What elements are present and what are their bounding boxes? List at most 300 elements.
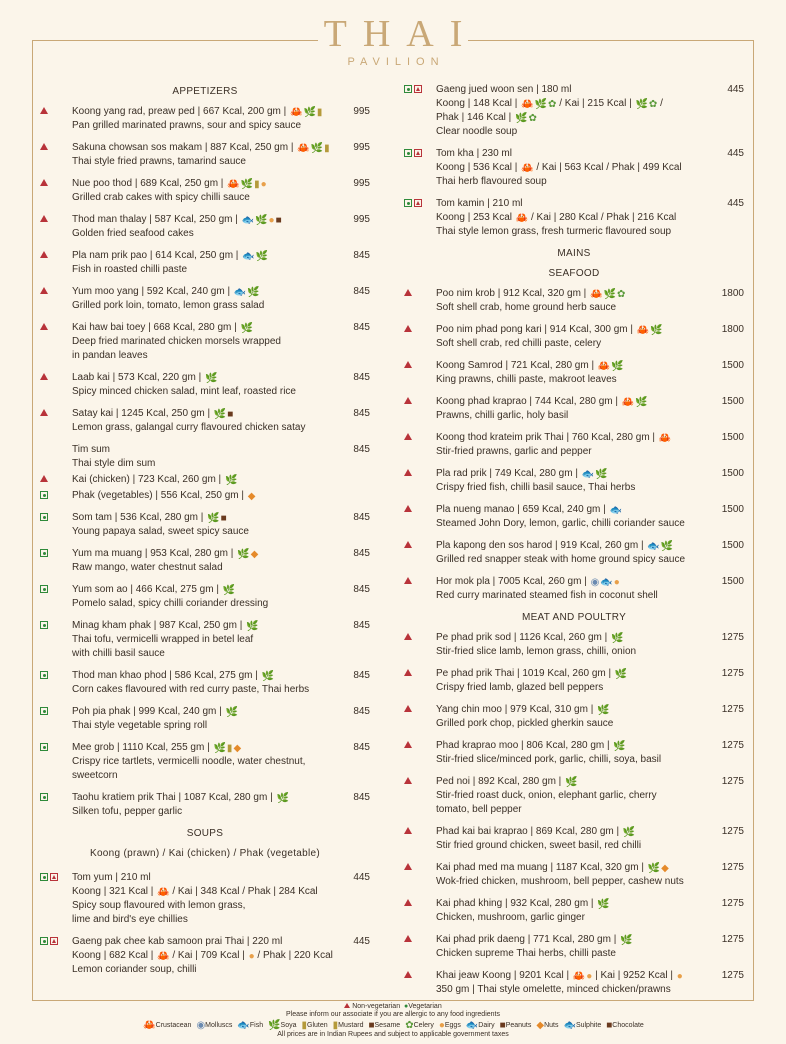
item-line: Thai herb flavoured soup	[436, 176, 547, 187]
item-line: Crispy fried fish, chilli basil sauce, Thai herbs	[436, 482, 636, 493]
diet-marks	[404, 361, 412, 368]
item-line: tomato, bell pepper	[436, 804, 522, 815]
diet-marks	[40, 475, 48, 482]
chocolate-icon: ■	[227, 409, 234, 420]
item-line: Golden fried seafood cakes	[72, 228, 194, 239]
item-line: Grilled red snapper steak with home ground spicy sauce	[436, 554, 686, 565]
diet-marks	[404, 899, 412, 906]
soya-icon: 🌿	[613, 741, 626, 752]
nonveg-mark-icon	[404, 361, 412, 368]
item-price: 445	[727, 148, 744, 159]
legend-item-label: Soya	[280, 1022, 297, 1029]
diet-marks	[40, 621, 48, 629]
item-line: Taohu kratiem prik Thai | 1087 Kcal, 280 gm | 🌿	[72, 792, 289, 804]
chocolate-icon: ■	[275, 215, 282, 226]
item-price: 1500	[721, 432, 744, 443]
diet-marks	[40, 549, 48, 557]
diet-marks	[40, 179, 48, 186]
item-line: Poo nim krob | 912 Kcal, 320 gm | 🦀🌿✿	[436, 288, 626, 300]
legend-note-allergy: Please inform our associate if you are allergic to any food ingredients	[285, 1011, 500, 1018]
item-line: Lemon grass, galangal curry flavoured chicken satay	[72, 422, 306, 433]
legend-item-label: Eggs	[444, 1022, 461, 1029]
crustacean-icon: 🦀	[227, 179, 240, 190]
item-line: Thai style lemon grass, fresh turmeric flavoured soup	[436, 226, 672, 237]
menu-item	[40, 407, 370, 435]
item-price: 1275	[721, 934, 744, 945]
section-title: APPETIZERS	[172, 86, 238, 97]
legend-item	[195, 1021, 232, 1031]
fish-icon: 🐟	[237, 1020, 250, 1031]
nonveg-mark-icon	[404, 827, 412, 834]
diet-marks	[40, 793, 48, 801]
item-line: Pla nam prik pao | 614 Kcal, 250 gm | 🐟🌿	[72, 250, 269, 262]
item-price: 1275	[721, 862, 744, 873]
soya-icon: 🌿	[650, 325, 663, 336]
item-line: Prawns, chilli garlic, holy basil	[436, 410, 569, 421]
fish-icon: 🐟	[563, 1020, 576, 1031]
item-price: 1275	[721, 668, 744, 679]
item-line: Thod man khao phod | 586 Kcal, 275 gm | 🌿	[72, 670, 275, 682]
diet-marks	[404, 935, 412, 942]
menu-item	[404, 667, 744, 695]
item-price: 1500	[721, 468, 744, 479]
nonveg-mark-icon	[404, 325, 412, 332]
menu-item	[404, 703, 744, 731]
veg-mark-icon	[40, 671, 48, 679]
item-line: Yum ma muang | 953 Kcal, 280 gm | 🌿◆	[72, 548, 259, 560]
item-price: 1275	[721, 898, 744, 909]
item-line: Stir fried ground chicken, sweet basil, red chilli	[436, 840, 642, 851]
soya-icon: 🌿	[222, 585, 236, 596]
menu-item	[40, 321, 370, 363]
fish-icon: 🐟	[647, 541, 660, 552]
soya-icon: 🌿	[620, 935, 633, 946]
legend-item	[605, 1021, 644, 1031]
soya-icon: 🌿	[207, 513, 220, 524]
right-column	[404, 83, 744, 1005]
item-line: Phak (vegetables) | 556 Kcal, 250 gm | ◆	[72, 490, 256, 502]
left-column	[40, 85, 370, 985]
item-line: in pandan leaves	[72, 350, 148, 361]
nonveg-mark-icon	[404, 541, 412, 548]
veg-mark-icon	[404, 199, 412, 207]
item-line: Red curry marinated steamed fish in coconut shell	[436, 590, 658, 601]
menu-item	[40, 511, 370, 539]
veg-mark-icon	[40, 937, 48, 945]
fish-icon: 🐟	[233, 287, 247, 298]
diet-marks	[404, 741, 412, 748]
diet-marks	[404, 577, 412, 584]
item-line: Crispy fried lamb, glazed bell peppers	[436, 682, 604, 693]
item-line: Pe phad prik Thai | 1019 Kcal, 260 gm | 🌿	[436, 668, 628, 680]
item-line: Lemon coriander soup, chilli	[72, 964, 197, 975]
legend-item	[535, 1021, 558, 1031]
menu-item	[40, 443, 370, 471]
nonveg-mark-icon	[40, 179, 48, 186]
crustacean-icon: 🦀	[143, 1020, 156, 1031]
chocolate-icon: ■	[220, 513, 227, 524]
gluten-icon: ▮	[301, 1020, 308, 1031]
menu-item	[404, 395, 744, 423]
item-line: Kai phad prik daeng | 771 Kcal, 280 gm | 🌿	[436, 934, 633, 946]
nonveg-mark-icon	[404, 669, 412, 676]
item-price: 1275	[721, 740, 744, 751]
item-line: Koong | 321 Kcal | 🦀 / Kai | 348 Kcal / Phak | 284 Kcal	[72, 886, 318, 898]
veg-mark-icon	[404, 85, 412, 93]
diet-marks	[404, 325, 412, 332]
item-price: 845	[353, 322, 370, 333]
item-price: 845	[353, 584, 370, 595]
crustacean-icon: 🦀	[515, 213, 529, 224]
legend-item-label: Chocolate	[612, 1022, 644, 1029]
item-line: Koong Samrod | 721 Kcal, 280 gm | 🦀🌿	[436, 360, 624, 372]
fish-icon: 🐟	[609, 505, 622, 516]
menu-item	[40, 791, 370, 819]
crustacean-icon: 🦀	[597, 361, 611, 372]
item-line: Thai style dim sum	[72, 458, 156, 469]
legend-item	[562, 1021, 601, 1031]
crustacean-icon: 🦀	[290, 107, 303, 118]
item-price: 845	[353, 286, 370, 297]
crustacean-icon: 🦀	[297, 143, 310, 154]
crustacean-icon: 🦀	[157, 887, 170, 898]
diet-marks	[40, 707, 48, 715]
diet-marks	[404, 505, 412, 512]
crustacean-icon: 🦀	[521, 163, 534, 174]
item-line: Koong | 682 Kcal | 🦀 / Kai | 709 Kcal | ● / Phak | 220 Kcal	[72, 950, 333, 962]
item-line: Satay kai | 1245 Kcal, 250 gm | 🌿■	[72, 408, 234, 420]
veg-mark-icon	[40, 793, 48, 801]
menu-item	[40, 249, 370, 277]
nonveg-mark-icon	[40, 215, 48, 222]
item-line: Som tam | 536 Kcal, 280 gm | 🌿■	[72, 512, 227, 524]
item-line: Phak | 146 Kcal | 🌿✿	[436, 112, 537, 124]
crustacean-icon: 🦀	[572, 971, 586, 982]
crustacean-icon: 🦀	[590, 289, 603, 300]
menu-item	[404, 503, 744, 531]
legend-item-label: Mustard	[338, 1022, 364, 1029]
veg-mark-icon	[40, 707, 48, 715]
nonveg-mark-icon	[414, 85, 422, 93]
diet-marks	[40, 107, 48, 114]
nonveg-mark-icon	[404, 777, 412, 784]
fish-icon: 🐟	[242, 251, 255, 262]
item-line: Crispy rice tartlets, vermicelli noodle, water chestnut,	[72, 756, 306, 767]
item-price: 845	[353, 408, 370, 419]
item-line: Yum som ao | 466 Kcal, 275 gm | 🌿	[72, 584, 236, 596]
section-title: MAINS	[557, 248, 591, 259]
legend-item	[465, 1021, 495, 1031]
veg-mark-icon	[40, 743, 48, 751]
menu-item	[404, 359, 744, 387]
soya-icon: 🌿	[611, 633, 624, 644]
legend-item-label: Sulphite	[575, 1022, 602, 1029]
menu-item	[40, 141, 370, 169]
item-line: Kai (chicken) | 723 Kcal, 260 gm | 🌿	[72, 474, 238, 486]
nonveg-mark-icon	[40, 323, 48, 330]
item-line: Clear noodle soup	[436, 126, 518, 137]
legend-item-label: Sesame	[374, 1022, 401, 1029]
legend-item	[499, 1021, 532, 1031]
veg-mark-icon	[40, 549, 48, 557]
celery-icon: ✿	[405, 1020, 414, 1031]
item-line: Deep fried marinated chicken morsels wrapped	[72, 336, 281, 347]
soya-icon: 🌿	[611, 361, 624, 372]
diet-marks	[404, 705, 412, 712]
fish-icon: 🐟	[581, 469, 595, 480]
nuts-icon: ◆	[536, 1020, 545, 1031]
item-line: with chilli basil sauce	[72, 648, 165, 659]
menu-item	[404, 897, 744, 925]
diet-marks	[404, 971, 412, 978]
eggs-icon: ●	[268, 215, 275, 226]
legend-item	[301, 1021, 328, 1031]
item-line: Soft shell crab, home ground herb sauce	[436, 302, 617, 313]
section-title: MEAT AND POULTRY	[521, 612, 627, 623]
item-line: Raw mango, water chestnut salad	[72, 562, 223, 573]
mollusc-icon: ◉	[590, 577, 600, 588]
item-line: Thai style fried prawns, tamarind sauce	[72, 156, 246, 167]
item-line: Spicy soup flavoured with lemon grass,	[72, 900, 246, 911]
nonveg-mark-icon	[40, 409, 48, 416]
item-line: Yum moo yang | 592 Kcal, 240 gm | 🐟🌿	[72, 286, 260, 298]
legend-nonveg: Non-vegetarian	[352, 1003, 401, 1010]
fish-icon: 🐟	[600, 577, 613, 588]
menu-item	[404, 539, 744, 567]
celery-icon: ✿	[548, 99, 557, 110]
menu-item	[40, 619, 370, 661]
item-line: Stir-fried slice/minced pork, garlic, chilli, soya, basil	[436, 754, 662, 765]
nonveg-mark-icon	[404, 935, 412, 942]
item-price: 1275	[721, 632, 744, 643]
legend-item-label: Dairy	[478, 1022, 495, 1029]
item-line: Tim sum	[72, 444, 110, 455]
legend-item-label: Gluten	[307, 1022, 328, 1029]
item-line: Phad kai bai kraprao | 869 Kcal, 280 gm | 🌿	[436, 826, 636, 838]
item-line: Koong | 148 Kcal | 🦀🌿✿ / Kai | 215 Kcal | 🌿✿ /	[436, 98, 663, 110]
nuts-icon: ◆	[250, 549, 259, 560]
nonveg-mark-icon	[404, 577, 412, 584]
soya-icon: 🌿	[614, 669, 628, 680]
legend-item	[236, 1021, 263, 1031]
item-line: Mee grob | 1110 Kcal, 255 gm | 🌿▮◆	[72, 742, 242, 754]
item-line: Grilled pork loin, tomato, lemon grass salad	[72, 300, 265, 311]
menu-item	[404, 147, 744, 189]
diet-marks	[40, 323, 48, 330]
menu-item	[40, 871, 370, 927]
item-line: Thai tofu, vermicelli wrapped in betel leaf	[72, 634, 254, 645]
item-line: Nue poo thod | 689 Kcal, 250 gm | 🦀🌿▮●	[72, 178, 267, 190]
item-line: Chicken, mushroom, garlic ginger	[436, 912, 585, 923]
item-price: 845	[353, 512, 370, 523]
veg-mark-icon	[40, 585, 48, 593]
item-line: Young papaya salad, sweet spicy sauce	[72, 526, 249, 537]
soya-icon: 🌿	[622, 827, 636, 838]
gluten-icon: ▮	[226, 743, 233, 754]
chocolate-icon: ■	[606, 1020, 613, 1031]
item-line: Pe phad prik sod | 1126 Kcal, 260 gm | 🌿	[436, 632, 624, 644]
item-line: Poo nim phad pong kari | 914 Kcal, 300 gm | 🦀🌿	[436, 324, 663, 336]
diet-marks	[404, 633, 412, 640]
nonveg-mark-icon	[344, 1003, 350, 1008]
menu-item	[404, 575, 744, 603]
item-line: 350 gm | Thai style omelette, minced chicken/prawns	[436, 984, 671, 995]
soya-icon: 🌿	[224, 475, 238, 486]
item-line: Pomelo salad, spicy chilli coriander dressing	[72, 598, 269, 609]
legend	[0, 1003, 786, 1039]
eggs-icon: ●	[676, 971, 683, 982]
diet-marks	[40, 373, 48, 380]
celery-icon: ✿	[648, 99, 658, 110]
item-line: Phad kraprao moo | 806 Kcal, 280 gm | 🌿	[436, 740, 626, 752]
diet-marks	[404, 85, 422, 93]
item-line: Chicken supreme Thai herbs, chilli paste	[436, 948, 616, 959]
item-line: King prawns, chilli paste, makroot leaves	[436, 374, 617, 385]
item-line: Thod man thalay | 587 Kcal, 250 gm | 🐟🌿●■	[72, 214, 282, 226]
menu-item	[404, 467, 744, 495]
brand-title: THAI	[323, 13, 479, 55]
item-line: Pla nueng manao | 659 Kcal, 240 gm | 🐟	[436, 504, 622, 516]
legend-item-label: Fish	[249, 1022, 264, 1029]
celery-icon: ✿	[616, 289, 626, 300]
nonveg-mark-icon	[404, 899, 412, 906]
menu-item	[404, 969, 744, 997]
crustacean-icon: 🦀	[658, 433, 672, 444]
diet-marks	[404, 149, 422, 157]
menu-item	[40, 489, 370, 503]
soya-icon: 🌿	[255, 251, 269, 262]
menu-item	[404, 825, 744, 853]
item-line: Grilled crab cakes with spicy chilli sauce	[72, 192, 250, 203]
item-line: Soft shell crab, red chilli paste, celery	[436, 338, 602, 349]
item-line: Khai jeaw Koong | 9201 Kcal | 🦀● | Kai | 9252 Kcal | ●	[436, 970, 683, 982]
item-line: Koong yang rad, preaw ped | 667 Kcal, 200 gm | 🦀🌿▮	[72, 106, 323, 118]
item-line: Koong thod krateim prik Thai | 760 Kcal, 280 gm | 🦀	[436, 432, 672, 444]
mollusc-icon: ◉	[196, 1020, 206, 1031]
nonveg-mark-icon	[414, 149, 422, 157]
item-line: Kai phad med ma muang | 1187 Kcal, 320 gm | 🌿◆	[436, 862, 669, 874]
nonveg-mark-icon	[40, 107, 48, 114]
item-price: 845	[353, 706, 370, 717]
legend-item	[438, 1021, 461, 1031]
item-line: Spicy minced chicken salad, mint leaf, roasted rice	[72, 386, 296, 397]
item-line: Wok-fried chicken, mushroom, bell pepper, cashew nuts	[436, 876, 684, 887]
nonveg-mark-icon	[40, 287, 48, 294]
nonveg-mark-icon	[40, 373, 48, 380]
chocolate-icon: ■	[368, 1020, 375, 1031]
item-price: 1500	[721, 360, 744, 371]
item-line: Minag kham phak | 987 Kcal, 250 gm | 🌿	[72, 620, 259, 632]
nonveg-mark-icon	[404, 397, 412, 404]
nonveg-mark-icon	[404, 289, 412, 296]
menu-item	[40, 547, 370, 575]
nonveg-mark-icon	[40, 143, 48, 150]
fish-icon: 🐟	[465, 1020, 479, 1031]
soya-icon: 🌿	[603, 289, 616, 300]
brand-logo	[300, 14, 486, 68]
legend-note-prices: All prices are in Indian Rupees and subject to applicable government taxes	[277, 1031, 509, 1038]
menu-item	[404, 933, 744, 961]
diet-marks	[40, 287, 48, 294]
menu-item	[404, 287, 744, 315]
diet-marks	[40, 585, 48, 593]
item-price: 1500	[721, 576, 744, 587]
veg-mark-icon	[40, 621, 48, 629]
eggs-icon: ●	[613, 577, 620, 588]
crustacean-icon: 🦀	[621, 397, 635, 408]
item-price: 845	[353, 250, 370, 261]
veg-mark-icon	[40, 513, 48, 521]
item-price: 845	[353, 372, 370, 383]
diet-marks	[40, 743, 48, 751]
soya-icon: 🌿	[534, 99, 548, 110]
menu-item	[40, 213, 370, 241]
diet-marks	[404, 777, 412, 784]
item-line: Koong phad kraprao | 744 Kcal, 280 gm | 🦀🌿	[436, 396, 648, 408]
eggs-icon: ●	[260, 179, 267, 190]
soya-icon: 🌿	[268, 1020, 281, 1031]
item-line: Fish in roasted chilli paste	[72, 264, 188, 275]
section-title: SOUPS	[186, 828, 224, 839]
menu-item	[40, 935, 370, 977]
item-line: Gaeng pak chee kab samoon prai Thai | 220 ml	[72, 936, 283, 947]
legend-diet	[0, 1003, 786, 1011]
section-title: SEAFOOD	[548, 268, 600, 279]
legend-item	[367, 1021, 400, 1031]
menu-item	[40, 583, 370, 611]
soya-icon: 🌿	[247, 287, 260, 298]
item-price: 1275	[721, 826, 744, 837]
soya-icon: 🌿	[660, 541, 674, 552]
soya-icon: 🌿	[237, 549, 250, 560]
nonveg-mark-icon	[404, 469, 412, 476]
eggs-icon: ●	[438, 1020, 445, 1031]
menu-item	[40, 105, 370, 133]
crustacean-icon: 🦀	[636, 325, 650, 336]
soya-icon: 🌿	[261, 671, 275, 682]
legend-allergens	[0, 1021, 786, 1031]
diet-marks	[40, 671, 48, 679]
gluten-icon: ▮	[316, 107, 323, 118]
item-price: 445	[727, 84, 744, 95]
item-line: lime and bird's eye chillies	[72, 914, 188, 925]
diet-marks	[404, 863, 412, 870]
nonveg-mark-icon	[404, 505, 412, 512]
item-line: Kai haw bai toey | 668 Kcal, 280 gm | 🌿	[72, 322, 253, 334]
veg-mark-icon	[404, 149, 412, 157]
brand-subtitle: PAVILION	[347, 56, 445, 68]
item-line: Pla rad prik | 749 Kcal, 280 gm | 🐟🌿	[436, 468, 608, 480]
legend-veg: Vegetarian	[408, 1003, 442, 1010]
item-line: Kai phad khing | 932 Kcal, 280 gm | 🌿	[436, 898, 610, 910]
veg-dot-icon: ●	[404, 1003, 409, 1010]
item-price: 845	[353, 548, 370, 559]
soya-icon: 🌿	[225, 707, 238, 718]
menu-item	[404, 323, 744, 351]
item-price: 845	[353, 670, 370, 681]
menu-item	[40, 285, 370, 313]
diet-marks	[40, 409, 48, 416]
menu-item	[404, 739, 744, 767]
nonveg-mark-icon	[404, 633, 412, 640]
legend-item-label: Peanuts	[505, 1022, 532, 1029]
soya-icon: 🌿	[255, 215, 268, 226]
nuts-icon: ◆	[247, 491, 256, 502]
item-price: 1800	[721, 324, 744, 335]
soya-icon: 🌿	[240, 179, 254, 190]
diet-marks	[404, 827, 412, 834]
soya-icon: 🌿	[310, 143, 324, 154]
